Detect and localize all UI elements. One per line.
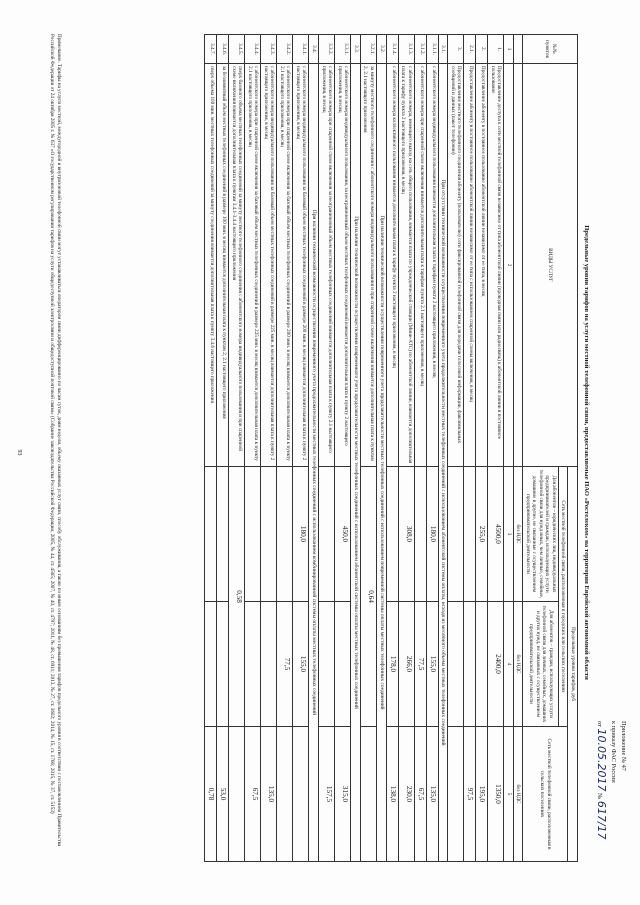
tariff-value-merged: 0,58 [229,467,245,727]
tariff-citizens [476,602,488,727]
tariff-citizens: 2400,0 [488,602,504,727]
header-vat-legal: без НДС [514,467,524,602]
table-row [414,35,426,862]
tariff-legal [205,467,217,602]
section-row [438,35,448,862]
section-title: При наличии технической возможности осуществления повременного учета продолжительности местных телефонных соединений с использованием абонентской системы оплаты местных телефонных соединений [351,64,361,862]
tariff-citizens [217,602,229,727]
header-tariffs: Предельные уровни тарифов, руб [568,467,578,862]
row-number: 3.1. [438,35,448,64]
tariff-citizens: 155,0 [293,602,309,727]
tariff-citizens [245,602,261,727]
section-row [377,35,387,862]
service-description: за минуту местного телефонного соединения с абонентского номера индивидуального пользования и при спаренной схеме включения взимается дополнительная плата к пунктам 2, 2.1 настоящего приложения [361,64,377,467]
row-number: 3.4.1. [293,35,309,64]
header-vat-citizens: без НДС [514,602,524,727]
table-row [261,35,277,862]
tariff-citizens [464,602,476,727]
service-description: Предоставление абоненту в постоянное пользование абонентской линии независимо от ее типа с использованием спаренной схемы включения, в месяц [464,64,476,467]
tariff-remote [277,727,293,862]
tariff-citizens [319,602,335,727]
header-vat-remote: без НДС [514,727,524,862]
tariff-legal [386,467,398,602]
header-col-1: 1 [504,35,514,64]
service-description: с абонентского номера при спаренной схеме включения за неограниченный объем местных телефонных соединений взимается дополнительная плата к пункту 2.1 настоящего приложения, в месяц [319,64,335,467]
service-description: за безлимитный объем местных телефонных соединений в размере 100 мин. в месяц взимается дополнительная плата к пунктам 2, 2.1 настоящего приложения [217,64,229,467]
tariff-remote: 0,78 [205,727,217,862]
tariff-citizens: 178,0 [386,602,398,727]
header-citizens: Для абонентов – граждан, использующих услуги телефонной связи для личных, семейных, домашних и других нужд, не связанных с осуществлением предпринимательской деятельности [523,602,559,727]
tariff-remote [361,727,377,862]
annex-no-sign: № [595,793,603,800]
table-row [426,35,438,862]
service-description: Предоставление абоненту в постоянное пользование абонентской линии независимо от ее типа, в месяц [476,64,488,467]
notes [48,34,62,864]
row-number: 3. [448,35,464,64]
header-col-4: 4 [504,602,514,727]
header-num: №№ пунктов [523,35,578,64]
row-number: 3.4.5. [229,35,245,64]
table-row [293,35,309,862]
row-number: 2. [476,35,488,64]
table-row [476,35,488,862]
header-vat-blank [514,35,524,64]
tariff-remote [229,727,245,862]
tariff-legal: 308,0 [398,467,414,602]
tariff-legal [277,467,293,602]
tariff-legal [217,467,229,602]
section-row [309,35,319,862]
table-row [398,35,414,862]
header-services: ВИДЫ УСЛУГ [523,64,578,467]
service-description: сверх базового объема местных телефонных соединений за минуту местного телефонного соединения с абонентского номера индивидуального пользования и при спаренной схеме включения взимается дополнительная плата к пунктам 3.4.1-3.4.4 настоящего приложения [229,64,245,467]
tariff-remote [293,727,309,862]
tariff-remote: 135,0 [426,727,438,862]
tariff-remote: 230,0 [398,727,414,862]
tariff-remote: 315,0 [335,727,351,862]
section-row [351,35,361,862]
tariff-remote: 53,0 [217,727,229,862]
table-row [386,35,398,862]
header-col-5: 5 [504,727,514,862]
document-title: Предельные уровни тарифов на услуги местной телефонной связи, предоставляемые ПАО «Ростелеком» на территории Еврейской автономной области [583,225,590,680]
service-description: с абонентского номера при спаренной схеме включения за базовый объем местных телефонных соединений в размере 200 мин. в месяц взимается дополнительная плата к пункту 2.1 настоящего приложения, в месяц [277,64,293,467]
service-description: с абонентского номера индивидуального пользования за базовый объем местных телефонных соединений в размере 200 мин. в месяц взимается дополнительная плата к пункту 2 настоящего приложения, в месяц [293,64,309,467]
service-description: с абонентского номера при спаренной схеме включения взимается дополнительная плата к тарифам пункта 2.1 настоящего приложения, в месяц [414,64,426,467]
service-description: с абонентского номера индивидуального пользования взимается дополнительная плата к тарифам пункта 2 настоящего приложения, в месяц [426,64,438,467]
notes-label: Примечание. [56,34,62,63]
tariff-legal [245,467,261,602]
row-number: 3.3. [351,35,361,64]
tariff-citizens [261,602,277,727]
tariff-remote: 97,5 [464,727,476,862]
row-number: 3.4.3. [261,35,277,64]
table-row [205,35,217,862]
header-net-remote: Сеть местной телефонной связи, расположенная в сельских поселениях [523,727,568,862]
tariff-table [205,34,579,862]
header-net-main: Сеть местной телефонной связи, расположенная в городских или сельских поселениях [559,467,569,727]
service-description: сверх объема 100 мин. местных телефонных соединений за минуту соединения взимается дополнительная плата к пункту 3.4.6 настоящего приложения [205,64,217,467]
tariff-remote: 67,5 [245,727,261,862]
row-number: 3.4.2. [277,35,293,64]
service-description: Предоставление местного телефонного соединения абоненту (пользователю) сети фиксированной телефонной связи для передачи голосовой информации, факсимильных сообщений и данных (пакет телефонии) [448,64,464,467]
header-col-3: 3 [504,467,514,602]
tariff-remote: 135,0 [261,727,277,862]
table-row [229,35,245,862]
tariff-legal [261,467,277,602]
row-number: 3.2.1. [361,35,377,64]
page-number: 93 [16,449,22,456]
tariff-legal: 180,0 [293,467,309,602]
tariff-remote: 157,5 [319,727,335,862]
row-number: 3.4. [309,35,319,64]
row-number: 3.1.3. [398,35,414,64]
service-description: с абонентского номера индивидуального пользования, за неограниченный объем местных телефонных соединений взимается дополнительная плата к пункту 2 настоящего приложения, в месяц [335,64,351,467]
service-description: Предоставление доступа к сети местной телефонной связи независимо от типа абонентской линии (проводная связи или радиосвязь) к абонентской линии в постоянное пользование [488,64,504,467]
tariff-table-body [205,35,504,862]
row-number: 3.4.7. [205,35,217,64]
tariff-legal [319,467,335,602]
tariff-legal [414,467,426,602]
annex-from: от [595,721,603,727]
row-number: 2.1. [464,35,476,64]
tariff-legal: 255,0 [476,467,488,602]
notes-text: Тарифы на услуги местной, междугородной и внутризоновой телефонной связи могут устанавливаться оператором связи дифференцированно по часам суток, дням недели, объему оказанных услуг связи, способу обслуживания, а также по иным основаниям без превышения тарифов предельного уровня в соответствии с постановлением Правительства Российской Федерации от 24 октября 2005 г. № 637 «О государственном регулировании тарифов на услуги общедоступной электросвязи и общедоступной почтовой связи» (Собрание законодательства Российской Федерации, 2005, № 44, ст. 4565; 2007, № 40, ст. 4797; 2011, № 48, ст. 6911; 2013, № 27, ст. 3602; 2014, № 15, ст. 1766; 2015, № 37, ст. 5153) [48,34,62,847]
tariff-legal [464,467,476,602]
section-title: При наличии технической возможности осуществления повременного учета продолжительности местных телефонных соединений с использованием комбинированной системы оплаты местных телефонных соединений [309,64,319,862]
tariff-citizens [335,602,351,727]
row-number: 3.3.1. [335,35,351,64]
row-number: 3.2. [377,35,387,64]
row-number: 3.4.6. [217,35,229,64]
tariff-legal [448,467,464,602]
tariff-citizens: 155,0 [426,602,438,727]
table-row [245,35,261,862]
service-description: с абонентского номера индивидуального пользования за базовый объем местных телефонных соединений в размере 225 мин. в месяц взимается дополнительная плата к пункту 2 настоящего приложения, в месяц [261,64,277,467]
annex-line-2: к приказу ФАС России [610,721,618,783]
tariff-citizens: 77,5 [414,602,426,727]
tariff-citizens [205,602,217,727]
tariff-remote: 67,5 [414,727,426,862]
annex-header [592,721,628,871]
tariff-legal: 180,0 [426,467,438,602]
row-number: 3.1.2. [414,35,426,64]
service-description: с абонентского номера при спаренной схеме включения за базовый объем местных телефонных соединений в размере 225 мин. в месяц взимается дополнительная плата к пункту 2.1 настоящего приложения, в месяц [245,64,261,467]
header-col-2: 2 [504,64,514,467]
table-row [448,35,464,862]
header-legal: Для абонентов – юридических лиц, индивидуальных предпринимателей и граждан, использующих услуги телефонной связи для нужд иных, чем личные, семейные, домашние и другие, не связанные с осуществлением предпринимательской деятельности [523,467,559,602]
table-row [319,35,335,862]
table-row [217,35,229,862]
tariff-citizens: 266,0 [398,602,414,727]
tariff-value-merged: 0,64 [361,467,377,727]
table-row [488,35,504,862]
tariff-remote: 138,0 [386,727,398,862]
tariff-remote [448,727,464,862]
table-row [464,35,476,862]
annex-line-1: Приложение № 47 [620,721,627,771]
tariff-legal: 450,0 [335,467,351,602]
header-vat-blank-2 [514,64,524,467]
service-description: с абонентского номера, имеющего выход на сеть общего пользования, взимается плата по учрежденческой станции (Мини-АТС) по абонентской линии, взимается дополнительная плата к тарифу пункта 2 настоящего приложения, в месяц [398,64,414,467]
service-description: с абонентского номера коллективного пользования взимается дополнительная плата к тарифу пункта 2 настоящего приложения, в месяц [386,64,398,467]
table-row [277,35,293,862]
tariff-citizens [448,602,464,727]
row-number: 1. [488,35,504,64]
row-number: 3.4.4. [245,35,261,64]
annex-date: 10.05.2017 [594,728,608,792]
row-number: 3.1.1. [426,35,438,64]
table-row [335,35,351,862]
row-number: 3.3.2. [319,35,335,64]
annex-number: 617/17 [594,800,608,840]
annex-line-3 [592,721,609,871]
tariff-citizens: 77,5 [277,602,293,727]
tariff-remote: 1350,0 [488,727,504,862]
table-row [361,35,377,862]
tariff-remote: 195,0 [476,727,488,862]
section-title: При наличии технической возможности осуществления повременного учета продолжительности местных телефонных соединений с использованием повременной системы оплаты местных телефонных соединений [377,64,387,862]
tariff-legal: 4500,0 [488,467,504,602]
row-number: 3.1.4. [386,35,398,64]
section-title: При отсутствии технической возможности осуществления повременного учета продолжительности местных телефонных соединений с использованием абонентской системы оплаты, исходя из месячного объема местных телефонных соединений [438,64,448,862]
